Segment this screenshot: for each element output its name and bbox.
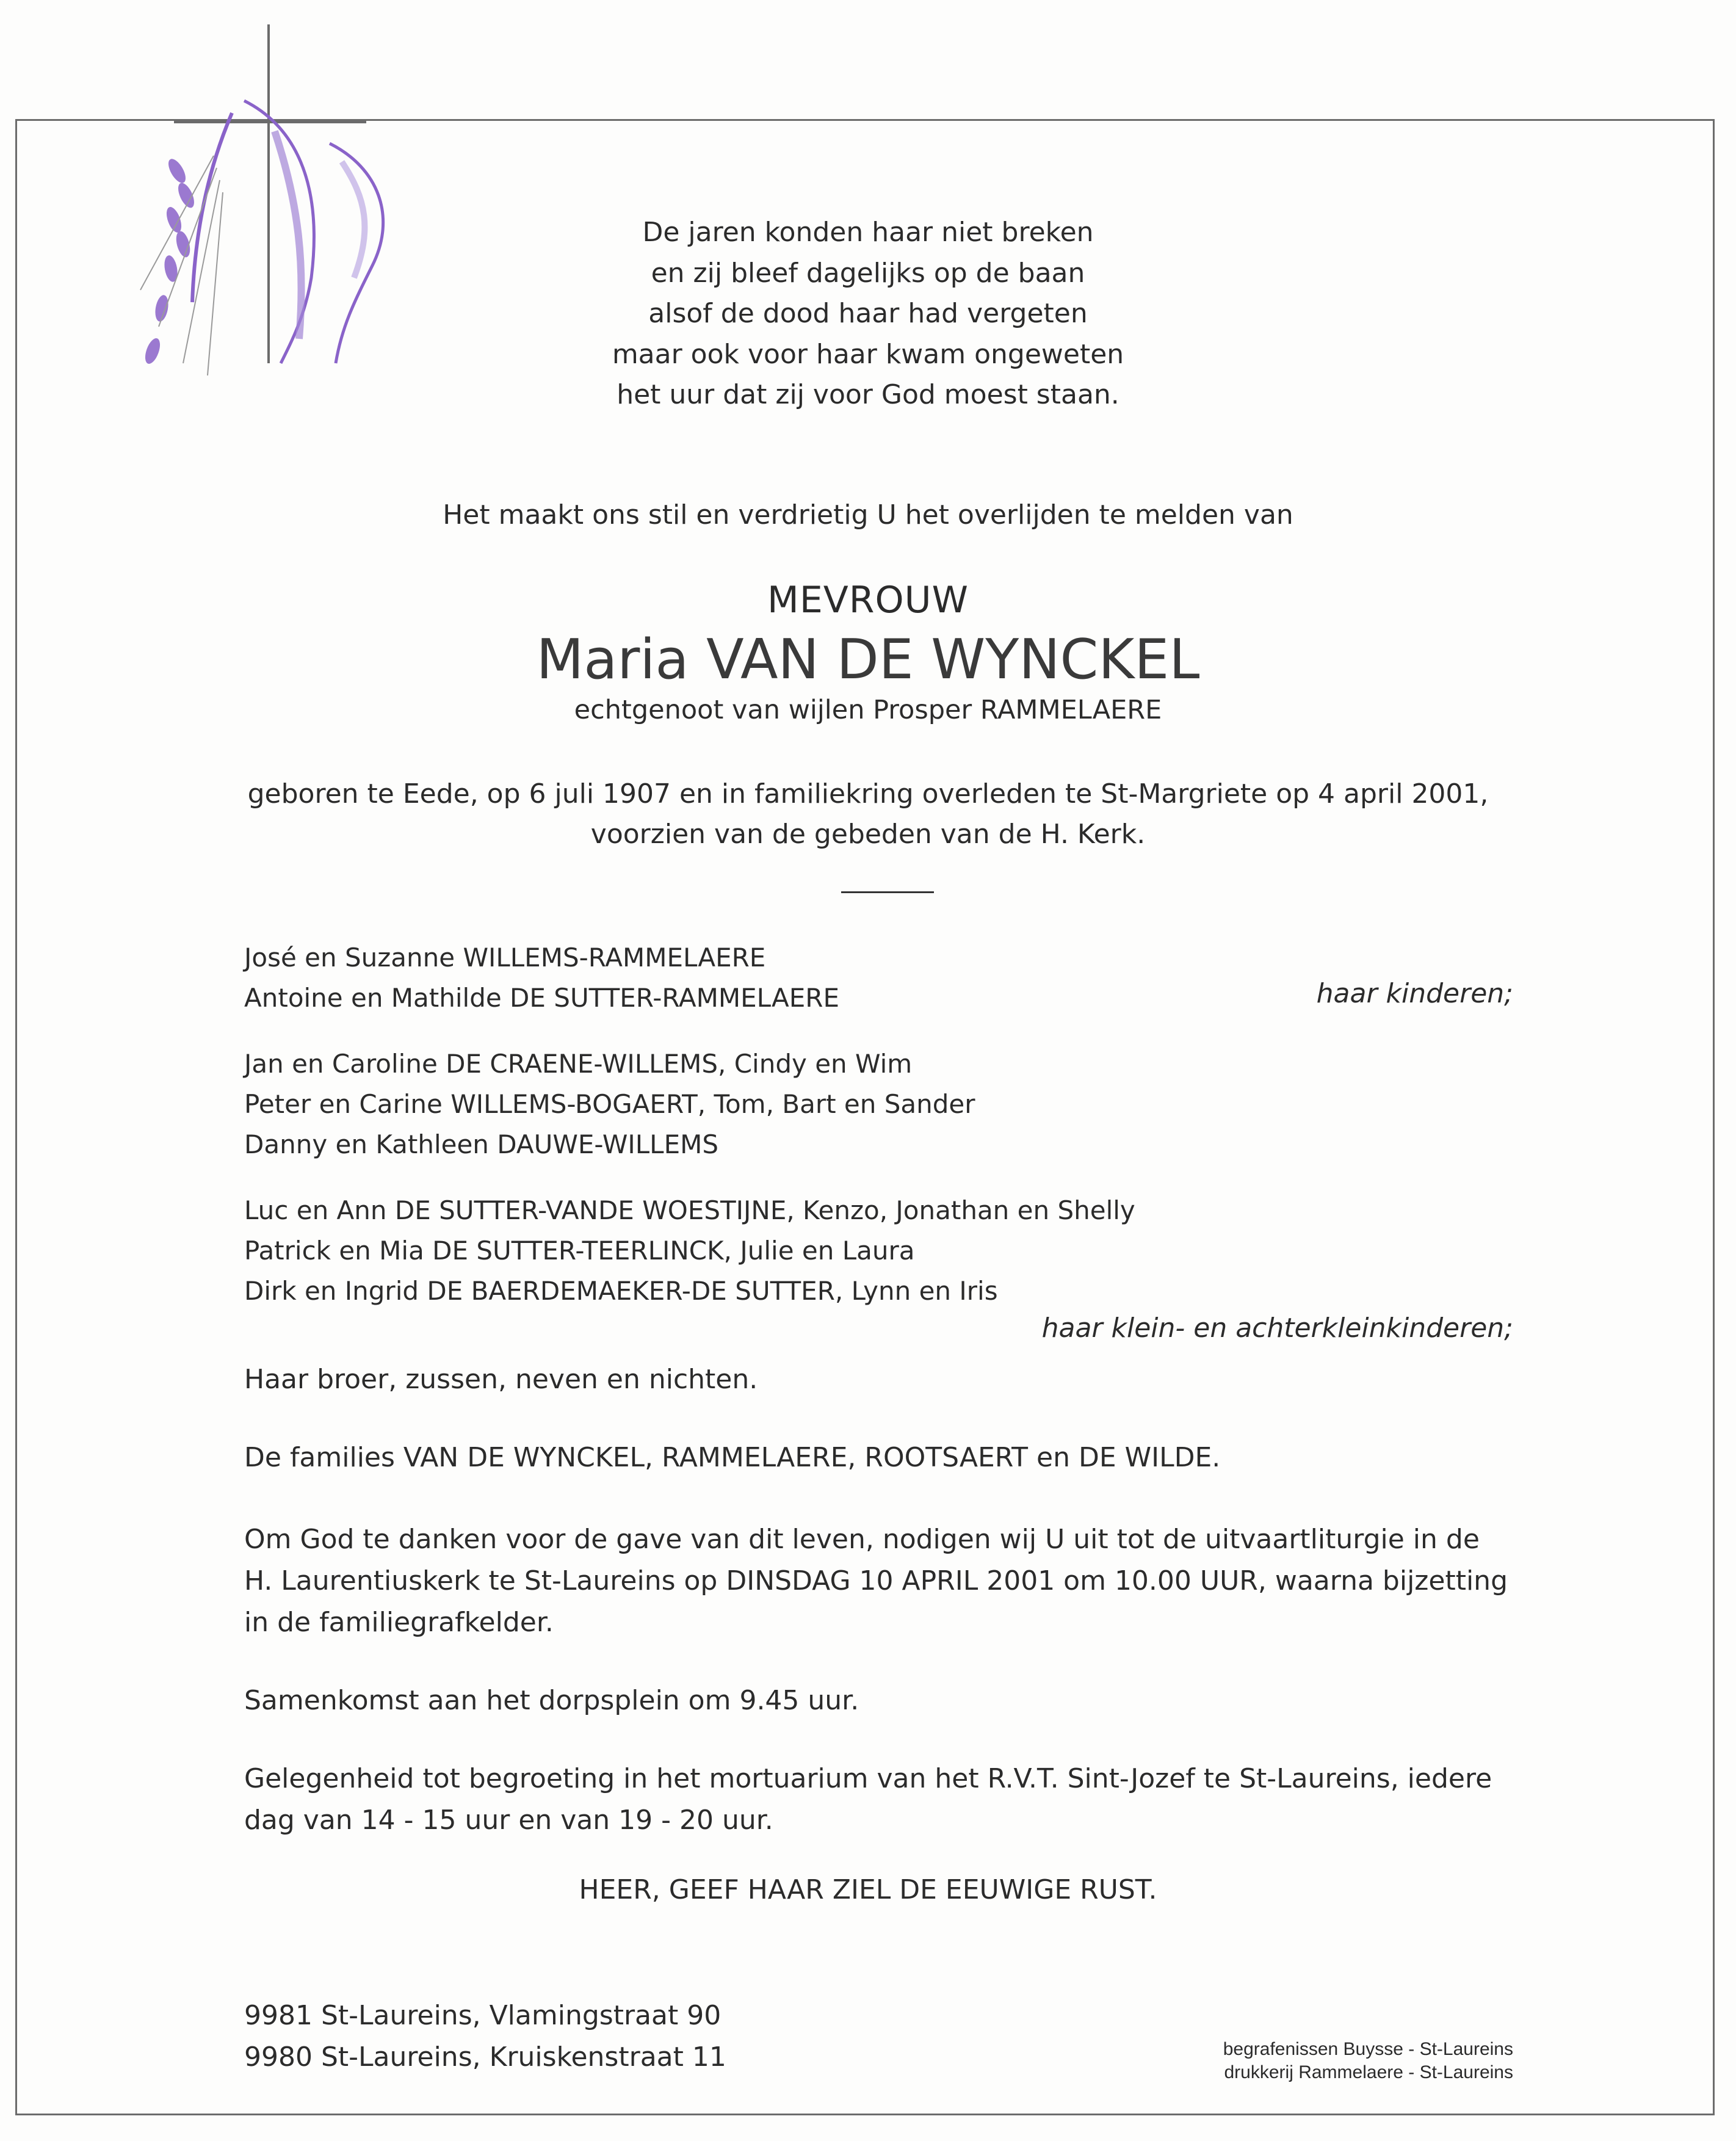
address-line: 9980 St-Laureins, Kruiskenstraat 11: [244, 2041, 726, 2073]
children-list: [244, 938, 839, 1018]
poem-line: alsof de dood haar had vergeten: [648, 298, 1088, 329]
closing-prayer: HEER, GEEF HAAR ZIEL DE EEUWIGE RUST.: [579, 1874, 1157, 1905]
birth-line: geboren te Eede, op 6 juli 1907 en in familiekring overleden te St-Margriete op 4 april 2001,: [247, 778, 1489, 810]
gathering-line: Samenkomst aan het dorpsplein om 9.45 uur.: [244, 1685, 859, 1716]
printer-credits: [1223, 2038, 1513, 2084]
poem-line: en zij bleef dagelijks op de baan: [651, 257, 1085, 289]
list-item: Jan en Caroline DE CRAENE-WILLEMS, Cindy en Wim: [244, 1049, 913, 1079]
spouse-line: echtgenoot van wijlen Prosper RAMMELAERE: [574, 695, 1162, 725]
list-item: Patrick en Mia DE SUTTER-TEERLINCK, Julie en Laura: [244, 1236, 915, 1266]
deceased-name: Maria VAN DE WYNCKEL: [536, 628, 1200, 692]
credit-line: begrafenissen Buysse - St-Laureins: [1223, 2039, 1513, 2059]
church-line: voorzien van de gebeden van de H. Kerk.: [590, 819, 1146, 850]
list-item: José en Suzanne WILLEMS-RAMMELAERE: [244, 943, 766, 973]
poem-line: De jaren konden haar niet breken: [642, 217, 1094, 248]
list-item: Peter en Carine WILLEMS-BOGAERT, Tom, Bart en Sander: [244, 1089, 975, 1119]
list-item: Dirk en Ingrid DE BAERDEMAEKER-DE SUTTER, Lynn en Iris: [244, 1276, 998, 1306]
address-line: 9981 St-Laureins, Vlamingstraat 90: [244, 2000, 722, 2031]
grandchildren-list-a: [244, 1044, 975, 1165]
liturgy-paragraph: Om God te danken voor de gave van dit leven, nodigen wij U uit tot de uitvaartliturgie in de H. Laurentiuskerk te St-Laureins op DINSDAG 10 APRIL 2001 om 10.00 UUR, waarna bijzetting in de familiegrafkelder.: [244, 1524, 1508, 1638]
grandchildren-list-b: [244, 1190, 1135, 1311]
children-label: haar kinderen;: [1316, 978, 1513, 1009]
separator-rule: [841, 891, 934, 893]
list-item: Antoine en Mathilde DE SUTTER-RAMMELAERE: [244, 983, 840, 1013]
poem: [0, 212, 1736, 416]
announcement-intro: Het maakt ons stil en verdrietig U het overlijden te melden van: [443, 499, 1293, 531]
poem-line: het uur dat zij voor God moest staan.: [617, 379, 1119, 410]
poem-line: maar ook voor haar kwam ongeweten: [612, 338, 1124, 370]
list-item: Luc en Ann DE SUTTER-VANDE WOESTIJNE, Kenzo, Jonathan en Shelly: [244, 1195, 1135, 1225]
grandchildren-label: haar klein- en achterkleinkinderen;: [1041, 1313, 1513, 1344]
credit-line: drukkerij Rammelaere - St-Laureins: [1224, 2062, 1513, 2082]
honorific-title: MEVROUW: [767, 579, 969, 621]
families-line: De families VAN DE WYNCKEL, RAMMELAERE, ROOTSAERT en DE WILDE.: [244, 1442, 1221, 1473]
siblings-line: Haar broer, zussen, neven en nichten.: [244, 1364, 758, 1395]
list-item: Danny en Kathleen DAUWE-WILLEMS: [244, 1129, 719, 1159]
family-addresses: [244, 1995, 726, 2078]
visitation-paragraph: Gelegenheid tot begroeting in het mortuarium van het R.V.T. Sint-Jozef te St-Laureins, iedere dag van 14 - 15 uur en van 19 - 20 uur.: [244, 1763, 1492, 1836]
birth-death-details: [0, 774, 1736, 855]
